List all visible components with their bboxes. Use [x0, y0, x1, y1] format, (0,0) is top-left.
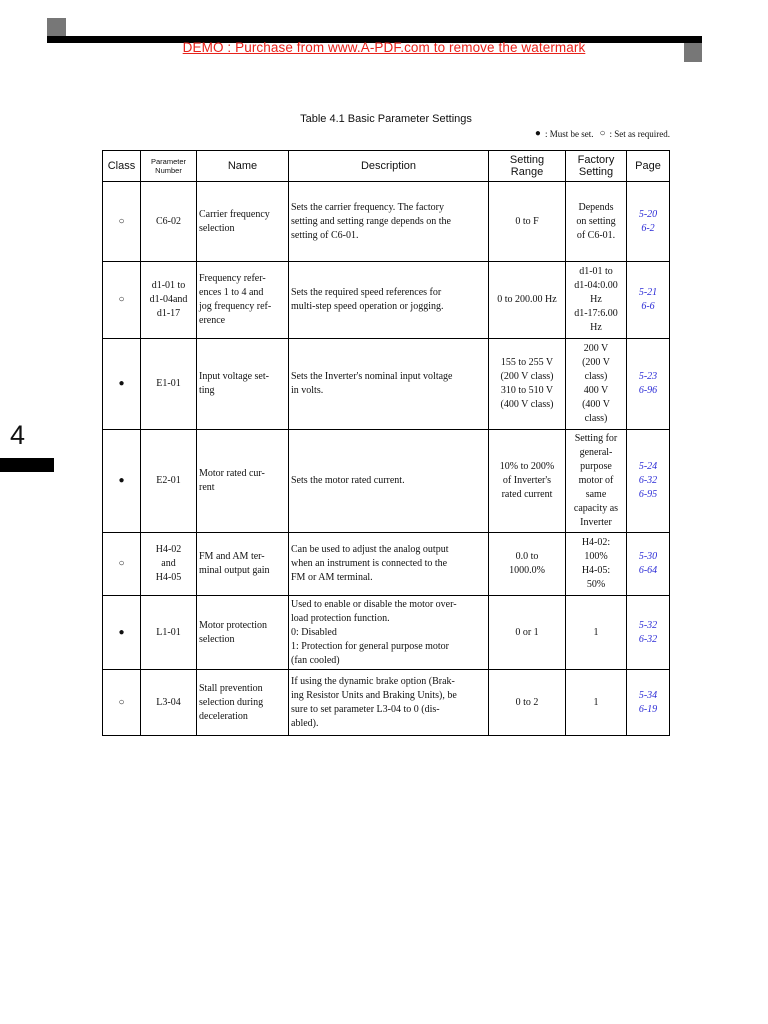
- class-symbol: ○: [103, 533, 141, 596]
- parameter-name: Stall prevention selection during deceleration: [197, 670, 289, 736]
- parameter-description: Can be used to adjust the analog output when an instrument is connected to the FM or AM terminal.: [289, 533, 489, 596]
- table-row: [103, 262, 670, 339]
- parameter-number: C6-02: [141, 182, 197, 262]
- table-row: [103, 182, 670, 262]
- class-symbol: ○: [103, 670, 141, 736]
- parameter-description: Sets the Inverter's nominal input voltage in volts.: [289, 339, 489, 430]
- table-row: [103, 533, 670, 596]
- page-refs: [627, 339, 670, 430]
- page-link[interactable]: 6-32: [638, 633, 658, 645]
- factory-setting: 1: [566, 596, 627, 670]
- parameter-description: Sets the required speed references for multi-step speed operation or jogging.: [289, 262, 489, 339]
- parameter-name: FM and AM ter- minal output gain: [197, 533, 289, 596]
- factory-setting: 1: [566, 670, 627, 736]
- table-legend: [535, 128, 670, 139]
- corner-mark-top-left: [47, 18, 66, 37]
- parameter-number: L3-04: [141, 670, 197, 736]
- page-link[interactable]: 6-64: [638, 565, 658, 576]
- parameter-description: Used to enable or disable the motor over- load protection function. 0: Disabled 1: Protection for general purpose motor (fan cooled): [289, 596, 489, 670]
- page-refs: [627, 533, 670, 596]
- setting-range: 0.0 to 1000.0%: [489, 533, 566, 596]
- optional-text: : Set as required.: [609, 128, 670, 139]
- page-link[interactable]: 5-34: [638, 689, 658, 701]
- page-link[interactable]: 5-23: [638, 371, 658, 382]
- page-refs: [627, 182, 670, 262]
- page-link[interactable]: 6-6: [641, 301, 655, 312]
- class-symbol: ○: [103, 262, 141, 339]
- page-link[interactable]: 5-21: [638, 287, 658, 298]
- header-setting-range: Setting Range: [489, 151, 566, 182]
- page-link[interactable]: 5-24: [638, 461, 658, 472]
- parameter-name: Motor protection selection: [197, 596, 289, 670]
- parameter-name: Frequency refer- ences 1 to 4 and jog frequency ref- erence: [197, 262, 289, 339]
- optional-symbol: ○: [599, 128, 606, 139]
- class-symbol: ○: [103, 182, 141, 262]
- parameter-description: If using the dynamic brake option (Brak- ing Resistor Units and Braking Units), be sure to set parameter L3-04 to 0 (dis- abled).: [289, 670, 489, 736]
- page-refs: [627, 670, 670, 736]
- class-symbol: ●: [103, 596, 141, 670]
- parameter-description: Sets the motor rated current.: [289, 430, 489, 533]
- page-link[interactable]: 6-96: [638, 385, 658, 396]
- chapter-tab-bar: [0, 458, 54, 472]
- page-refs: [627, 262, 670, 339]
- factory-setting: 200 V (200 V class) 400 V (400 V class): [566, 339, 627, 430]
- header-class: Class: [103, 151, 141, 182]
- watermark-link[interactable]: DEMO : Purchase from www.A-PDF.com to remove the watermark: [182, 40, 586, 55]
- table-row: [103, 670, 670, 736]
- parameter-name: Motor rated cur- rent: [197, 430, 289, 533]
- parameter-number: L1-01: [141, 596, 197, 670]
- setting-range: 0 or 1: [489, 596, 566, 670]
- setting-range: 0 to 2: [489, 670, 566, 736]
- factory-setting: Depends on setting of C6-01.: [566, 182, 627, 262]
- table-row: [103, 596, 670, 670]
- table-row: [103, 430, 670, 533]
- page-link[interactable]: 5-32: [638, 619, 658, 631]
- parameter-table: [102, 150, 670, 736]
- parameter-number: d1-01 to d1-04and d1-17: [141, 262, 197, 339]
- class-symbol: ●: [103, 430, 141, 533]
- parameter-number: E1-01: [141, 339, 197, 430]
- page-link[interactable]: 5-30: [638, 551, 658, 562]
- factory-setting: Setting for general- purpose motor of same capacity as Inverter: [566, 430, 627, 533]
- header-page: Page: [627, 151, 670, 182]
- parameter-number: H4-02 and H4-05: [141, 533, 197, 596]
- parameter-description: Sets the carrier frequency. The factory setting and setting range depends on the setting of C6-01.: [289, 182, 489, 262]
- header-parameter-number: Parameter Number: [141, 151, 197, 182]
- class-symbol: ●: [103, 339, 141, 430]
- page-link[interactable]: 5-20: [638, 208, 658, 220]
- table-header-row: [103, 151, 670, 182]
- header-name: Name: [197, 151, 289, 182]
- factory-setting: H4-02: 100% H4-05: 50%: [566, 533, 627, 596]
- page-link[interactable]: 6-2: [641, 222, 655, 234]
- setting-range: 0 to F: [489, 182, 566, 262]
- header-description: Description: [289, 151, 489, 182]
- setting-range: 10% to 200% of Inverter's rated current: [489, 430, 566, 533]
- setting-range: 155 to 255 V (200 V class) 310 to 510 V (400 V class): [489, 339, 566, 430]
- chapter-number: 4: [10, 420, 26, 450]
- parameter-name: Carrier frequency selection: [197, 182, 289, 262]
- must-set-symbol: ●: [534, 128, 541, 139]
- table-row: [103, 339, 670, 430]
- must-set-text: : Must be set.: [544, 128, 594, 139]
- page-refs: [627, 596, 670, 670]
- page-link[interactable]: 6-19: [638, 703, 658, 715]
- page-link[interactable]: 6-95: [638, 489, 658, 500]
- page-refs: [627, 430, 670, 533]
- parameter-name: Input voltage set- ting: [197, 339, 289, 430]
- page-link[interactable]: 6-32: [638, 475, 658, 486]
- table-title: Table 4.1 Basic Parameter Settings: [300, 113, 472, 125]
- header-factory-setting: Factory Setting: [566, 151, 627, 182]
- parameter-number: E2-01: [141, 430, 197, 533]
- factory-setting: d1-01 to d1-04:0.00 Hz d1-17:6.00 Hz: [566, 262, 627, 339]
- setting-range: 0 to 200.00 Hz: [489, 262, 566, 339]
